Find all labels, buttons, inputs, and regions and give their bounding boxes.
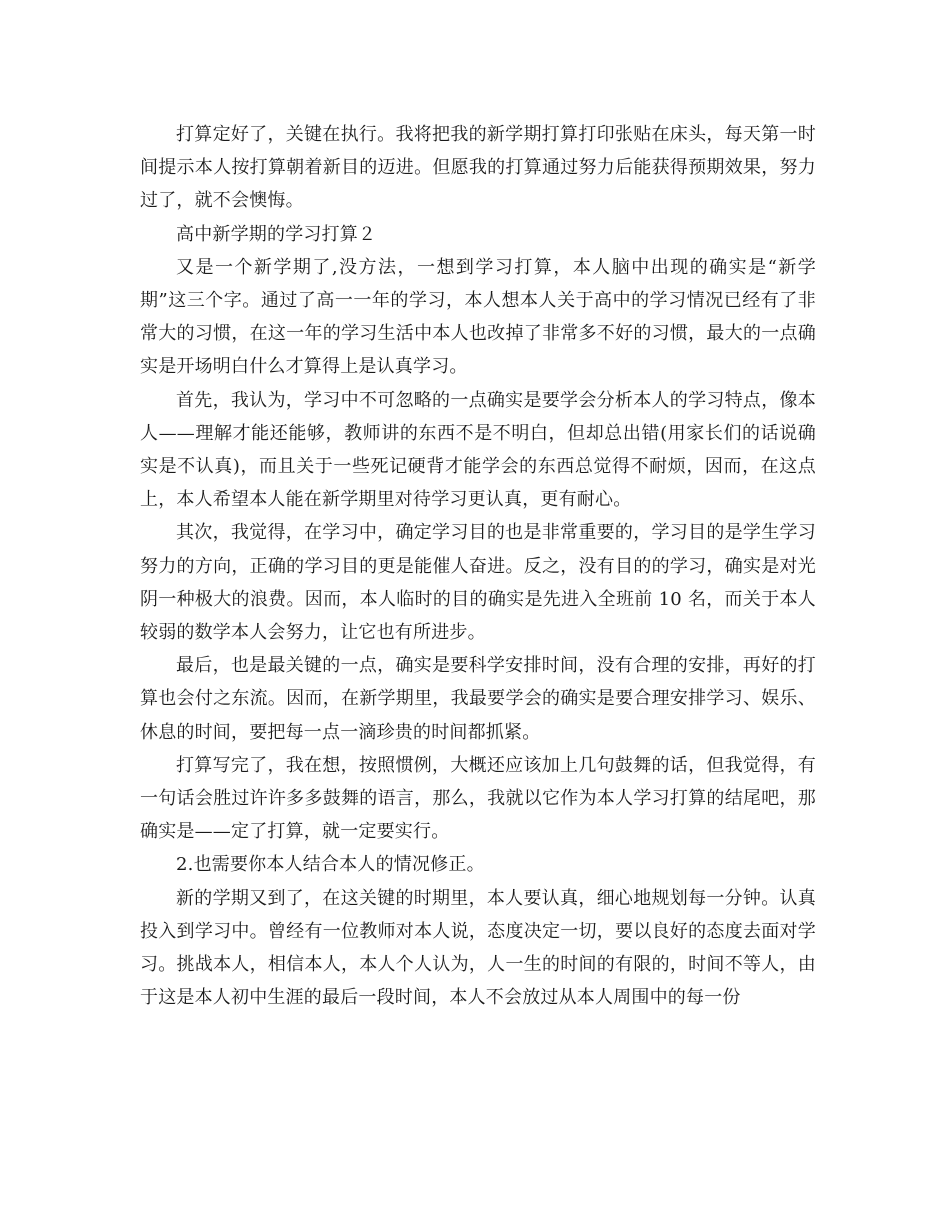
paragraph: 又是一个新学期了,没方法，一想到学习打算，本人脑中出现的确实是“新学期”这三个字。通过了高一一年的学习，本人想本人关于高中的学习情况已经有了非常大的习惯，在这一年的学习生活中本人也改掉了非常多不好的习惯，最大的一点确实是开场明白什么才算得上是认真学习。 [140, 256, 816, 378]
paragraph: 打算定好了，关键在执行。我将把我的新学期打算打印张贴在床头，每天第一时间提示本人按打算朝着新目的迈进。但愿我的打算通过努力后能获得预期效果，努力过了，就不会懊悔。 [140, 124, 816, 212]
paragraph: 打算写完了，我在想，按照惯例，大概还应该加上几句鼓舞的话，但我觉得，有一句话会胜过许许多多鼓舞的语言，那么，我就以它作为本人学习打算的结尾吧，那确实是——定了打算，就一定要实行。 [140, 754, 816, 843]
paragraph: 其次，我觉得，在学习中，确定学习目的也是非常重要的，学习目的是学生学习努力的方向，正确的学习目的更是能催人奋进。反之，没有目的的学习，确实是对光阴一种极大的浪费。因而，本人临时的目的确实是先进入全班前 10 名，而关于本人较弱的数学本人会努力，让它也有所进步。 [140, 522, 816, 644]
paragraph: 新的学期又到了，在这关键的时期里，本人要认真，细心地规划每一分钟。认真投入到学习中。曾经有一位教师对本人说，态度决定一切，要以良好的态度去面对学习。挑战本人，相信本人，本人个人认为，人一生的时间的有限的，时间不等人，由于这是本人初中生涯的最后一段时间，本人不会放过从本人周围中的每一份 [140, 887, 816, 1009]
paragraph: 首先，我认为，学习中不可忽略的一点确实是要学会分析本人的学习特点，像本人——理解才能还能够，教师讲的东西不是不明白，但却总出错(用家长们的话说确实是不认真)，而且关于一些死记硬背才能学会的东西总觉得不耐烦，因而，在这点上，本人希望本人能在新学期里对待学习更认真，更有耐心。 [140, 389, 816, 511]
paragraph: 最后，也是最关键的一点，确实是要科学安排时间，没有合理的安排，再好的打算也会付之东流。因而，在新学期里，我最要学会的确实是要合理安排学习、娱乐、休息的时间，要把每一点一滴珍贵的时间都抓紧。 [140, 655, 816, 743]
document-body [140, 118, 816, 1014]
list-item: 2.也需要你本人结合本人的情况修正。 [176, 854, 485, 876]
section-heading: 高中新学期的学习打算２ [176, 223, 377, 245]
